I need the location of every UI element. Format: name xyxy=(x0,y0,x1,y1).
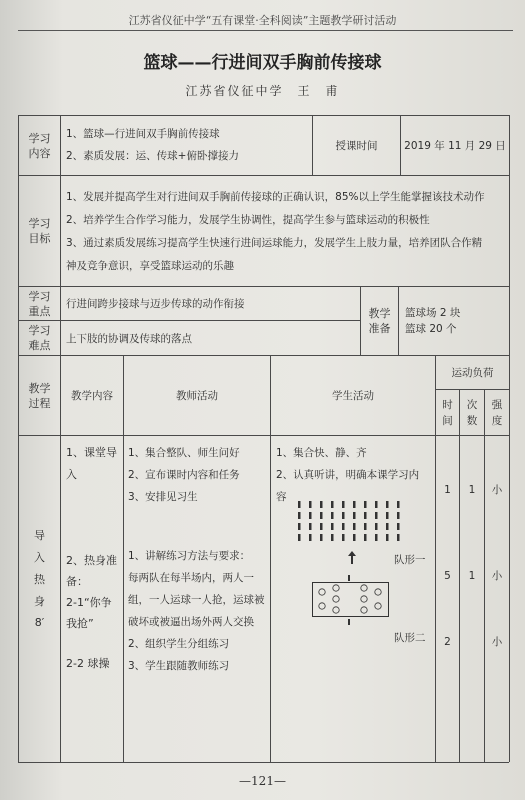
table-rule xyxy=(18,286,509,287)
student-marker xyxy=(364,501,367,508)
formation-two-diagram xyxy=(312,574,392,626)
student-marker xyxy=(375,512,378,519)
goals-label: 学习目标 xyxy=(28,217,51,245)
goal-item: 2、培养学生合作学习能力，发展学生协调性，提高学生参与篮球运动的积极性 xyxy=(66,214,430,226)
intro-teacher xyxy=(128,442,268,508)
warmup-teacher-line: 组，一人运球一人抢，运球被 xyxy=(128,594,265,606)
student-marker xyxy=(298,523,301,530)
student-marker xyxy=(386,523,389,530)
goal-item: 1、发展并提高学生对行进间双手胸前传接球的正确认识，85%以上学生能掌握该技术动作 xyxy=(66,191,485,203)
student-marker xyxy=(320,512,323,519)
student-marker xyxy=(331,523,334,530)
formation-one-diagram xyxy=(290,497,410,567)
content-header: 教学内容 xyxy=(71,389,113,402)
player-marker xyxy=(319,603,325,609)
header-rule xyxy=(18,30,513,31)
goal-item: 神及竞争意识，享受篮球运动的乐趣 xyxy=(66,260,234,272)
student-marker xyxy=(397,512,400,519)
table-rule xyxy=(18,320,360,321)
student-marker xyxy=(320,534,323,541)
stage-time: 8′ xyxy=(34,616,45,629)
court-outline xyxy=(313,583,389,617)
intro-content xyxy=(66,442,120,486)
student-marker xyxy=(342,512,345,519)
student-marker xyxy=(331,501,334,508)
warmup-content-line: 2-1“你争 xyxy=(66,596,112,609)
student-markers xyxy=(298,501,400,564)
warmup-teacher xyxy=(128,545,268,677)
student-header: 学生活动 xyxy=(332,389,374,402)
content-label: 学习内容 xyxy=(28,131,51,160)
table-border-right xyxy=(509,115,510,762)
table-rule xyxy=(60,115,61,762)
player-marker xyxy=(375,589,381,595)
student-marker xyxy=(309,523,312,530)
student-marker xyxy=(353,534,356,541)
ball-exercise: 2-2 球操 xyxy=(66,657,110,670)
player-marker xyxy=(361,585,367,591)
teacher-marker xyxy=(348,551,356,564)
warmup-teacher-line: 每两队在每半场内，两人一 xyxy=(128,572,254,584)
student-marker xyxy=(364,534,367,541)
warmup-count: 1 xyxy=(468,570,476,582)
formation-one-label: 队形一 xyxy=(394,554,426,566)
student-marker xyxy=(353,523,356,530)
load-header: 运动负荷 xyxy=(451,366,494,379)
table-rule xyxy=(398,286,399,355)
student-marker xyxy=(386,534,389,541)
content-item: 2、素质发展：运、传球+俯卧撑接力 xyxy=(66,150,239,162)
count-header: 次数 xyxy=(466,398,478,427)
warmup-content xyxy=(66,550,122,634)
player-marker xyxy=(361,607,367,613)
time-label: 授课时间 xyxy=(335,139,378,152)
student-marker xyxy=(320,523,323,530)
prep-item: 篮球场 2 块 xyxy=(405,307,461,319)
warmup-teacher-line: 破坏或被逼出场外两人交换 xyxy=(128,616,254,628)
difficulty-point: 上下肢的协调及传球的落点 xyxy=(66,333,192,345)
teacher-marker xyxy=(348,619,350,625)
formation-two-label: 队形二 xyxy=(394,632,426,644)
student-marker xyxy=(298,512,301,519)
warmup-content-line: 我抢” xyxy=(66,617,94,630)
student-marker xyxy=(342,534,345,541)
player-marker xyxy=(333,607,339,613)
student-marker xyxy=(353,501,356,508)
player-marker xyxy=(361,596,367,602)
table-rule xyxy=(18,175,509,176)
intensity-header: 强度 xyxy=(491,398,503,427)
key-label: 学习重点 xyxy=(28,289,51,318)
student-marker xyxy=(375,501,378,508)
student-marker xyxy=(342,523,345,530)
student-marker xyxy=(397,534,400,541)
warmup-teacher-line: 1、讲解练习方法与要求： xyxy=(128,550,251,562)
ball-time: 2 xyxy=(444,636,451,648)
time-header: 时间 xyxy=(442,398,453,427)
student-marker xyxy=(298,534,301,541)
student-marker xyxy=(353,512,356,519)
key-point: 行进间跨步接球与迈步传球的动作衔接 xyxy=(66,298,245,310)
warmup-content-line: 2、热身准 xyxy=(66,554,117,567)
player-marker xyxy=(319,589,325,595)
student-marker xyxy=(309,512,312,519)
student-marker xyxy=(364,523,367,530)
student-marker xyxy=(375,523,378,530)
prep-item: 篮球 20 个 xyxy=(405,323,457,335)
student-marker xyxy=(309,501,312,508)
intro-intensity: 小 xyxy=(491,484,503,496)
difficulty-label: 学习难点 xyxy=(28,324,51,352)
stage-cell xyxy=(19,525,60,633)
goals-list xyxy=(66,186,506,278)
student-marker xyxy=(342,501,345,508)
warmup-time: 5 xyxy=(444,570,451,582)
player-marker xyxy=(375,603,381,609)
warmup-teacher-line: 3、学生跟随教师练习 xyxy=(128,660,230,672)
intro-student-line: 1、集合快、静、齐 xyxy=(276,447,367,459)
player-marker xyxy=(333,585,339,591)
student-marker xyxy=(386,512,389,519)
student-marker xyxy=(331,512,334,519)
intro-content-line: 1、课堂导 xyxy=(66,446,117,459)
content-item: 1、篮球—行进间双手胸前传接球 xyxy=(66,128,220,140)
student-marker xyxy=(320,501,323,508)
student-marker xyxy=(397,523,400,530)
stage-name: 导入热身 xyxy=(34,529,45,608)
warmup-intensity: 小 xyxy=(491,570,503,582)
document-title: 篮球——行进间双手胸前传接球 xyxy=(143,53,382,73)
content-list xyxy=(66,126,310,164)
student-marker xyxy=(331,534,334,541)
page-number: —121— xyxy=(239,774,286,788)
intro-teacher-step: 1、集合整队、师生问好 xyxy=(128,447,240,459)
prep-label: 教学准备 xyxy=(368,307,391,335)
intro-time: 1 xyxy=(444,484,451,496)
author-line: 江苏省仪征中学 王 甫 xyxy=(185,84,340,98)
lesson-date: 2019 年 11 月 29 日 xyxy=(404,139,506,152)
student-marker xyxy=(298,501,301,508)
goal-item: 3、通过素质发展练习提高学生快速行进间运球能力，发展学生上肢力量，培养团队合作精 xyxy=(66,237,483,249)
process-header: 教学过程 xyxy=(28,381,51,410)
intro-student-line: 容 xyxy=(276,491,287,503)
student-marker xyxy=(364,512,367,519)
teacher-header: 教师活动 xyxy=(176,389,218,402)
player-marker xyxy=(333,596,339,602)
student-marker xyxy=(386,501,389,508)
student-marker xyxy=(375,534,378,541)
warmup-teacher-line: 2、组织学生分组练习 xyxy=(128,638,230,650)
intro-count: 1 xyxy=(468,484,476,496)
ball-intensity: 小 xyxy=(491,636,503,648)
warmup-content-line: 备： xyxy=(66,575,88,588)
intro-content-line: 入 xyxy=(66,468,77,481)
table-border-bottom xyxy=(18,762,509,763)
intro-teacher-step: 3、安排见习生 xyxy=(128,491,198,503)
intro-teacher-step: 2、宣布课时内容和任务 xyxy=(128,469,240,481)
intro-student-line: 2、认真听讲，明确本课学习内 xyxy=(276,469,420,481)
page-header: 江苏省仪征中学“五有课堂·全科阅读”主题教学研讨活动 xyxy=(128,14,397,27)
student-marker xyxy=(309,534,312,541)
teacher-marker xyxy=(348,575,350,581)
prep-list xyxy=(405,305,505,337)
student-marker xyxy=(397,501,400,508)
